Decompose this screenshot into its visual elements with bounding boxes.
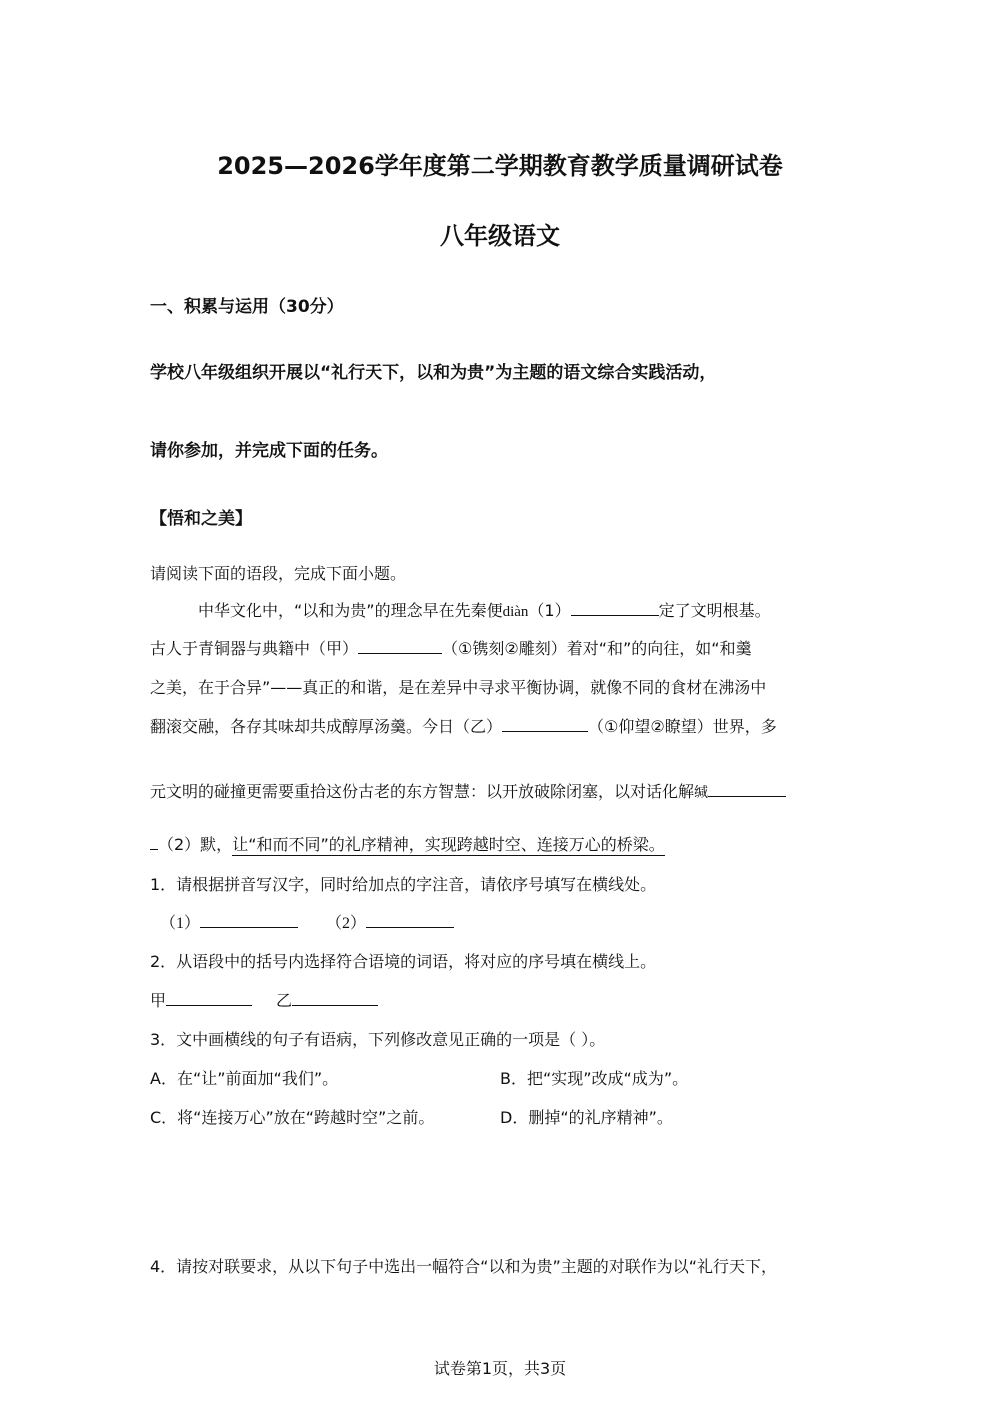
question-3: 3．文中画横线的句子有语病，下列修改意见正确的一项是（ ）。 [150,1030,606,1049]
passage-line-4 [150,714,777,737]
passage-text: （①仰望②瞭望）世界，多 [588,717,777,736]
answer-blank-jia[interactable] [166,991,252,1006]
exam-title: 2025—2026学年度第二学期教育教学质量调研试卷 [217,152,783,180]
answer-blank-yi[interactable] [292,991,378,1006]
sub-heading: 【悟和之美】 [150,509,252,529]
passage-line-6 [150,832,665,855]
passage-line-2 [150,636,752,659]
blank-2[interactable] [708,782,786,797]
blank-number: （2）默， [158,835,233,854]
passage-text: 中华文化中，“以和为贵”的理念早在先秦便 [198,601,503,620]
passage-line-3: 之美，在于合异”——真正的和谐，是在差异中寻求平衡协调，就像不同的食材在沸汤中 [150,678,767,697]
dotted-char: 缄 [694,785,709,801]
answer-label-jia: 甲 [150,991,167,1010]
passage-text: 古人于青铜器与典籍中（甲） [150,639,359,658]
page-footer: 试卷第1页，共3页 [433,1359,567,1378]
question-1-answers [160,910,454,933]
passage-line-1 [198,598,771,621]
pinyin-hint: diàn [502,604,529,620]
option-b[interactable]: B．把“实现”改成“成为”。 [500,1069,689,1088]
option-a[interactable]: A．在“让”前面加“我们”。 [150,1069,339,1088]
underlined-sentence: 让“和而不同”的礼序精神，实现跨越时空、连接万心的桥梁。 [232,835,665,854]
blank-jia[interactable] [358,639,442,654]
passage-line-5 [150,779,786,802]
blank-yi[interactable] [502,717,588,732]
option-c[interactable]: C．将“连接万心”放在“跨越时空”之前。 [150,1108,435,1127]
passage-text: 定了文明根基。 [658,601,771,620]
answer-blank-2[interactable] [366,913,454,928]
passage-text: 翻滚交融，各存其味却共成醇厚汤羹。今日（乙） [150,717,503,736]
option-d[interactable]: D．删掉“的礼序精神”。 [500,1108,673,1127]
passage-text: 元文明的碰撞更需要重拾这份古老的东方智慧：以开放破除闭塞，以对话化解 [150,782,695,801]
blank-1[interactable] [571,601,659,616]
answer-label-yi: 乙 [276,991,293,1010]
blank-number: （1） [528,601,571,620]
activity-intro-line1: 学校八年级组织开展以“礼行天下，以和为贵”为主题的语文综合实践活动， [150,363,717,383]
answer-label-2: （2） [326,915,367,932]
question-2-answers [150,988,378,1011]
question-1: 1．请根据拼音写汉字，同时给加点的字注音，请依序号填写在横线处。 [150,875,657,894]
section-heading: 一、积累与运用（30分） [150,297,344,317]
question-4: 4．请按对联要求，从以下句子中选出一幅符合“以和为贵”主题的对联作为以“礼行天下， [150,1257,778,1276]
exam-subject: 八年级语文 [440,222,560,250]
answer-blank-1[interactable] [200,913,298,928]
passage-text: （①镌刻②雕刻）着对“和”的向往，如“和羹 [442,639,752,658]
answer-label-1: （1） [160,915,201,932]
instruction: 请阅读下面的语段，完成下面小题。 [150,564,407,583]
activity-intro-line2: 请你参加，并完成下面的任务。 [150,441,388,461]
question-2: 2．从语段中的括号内选择符合语境的词语，将对应的序号填在横线上。 [150,952,657,971]
blank-2-tail [150,835,158,850]
